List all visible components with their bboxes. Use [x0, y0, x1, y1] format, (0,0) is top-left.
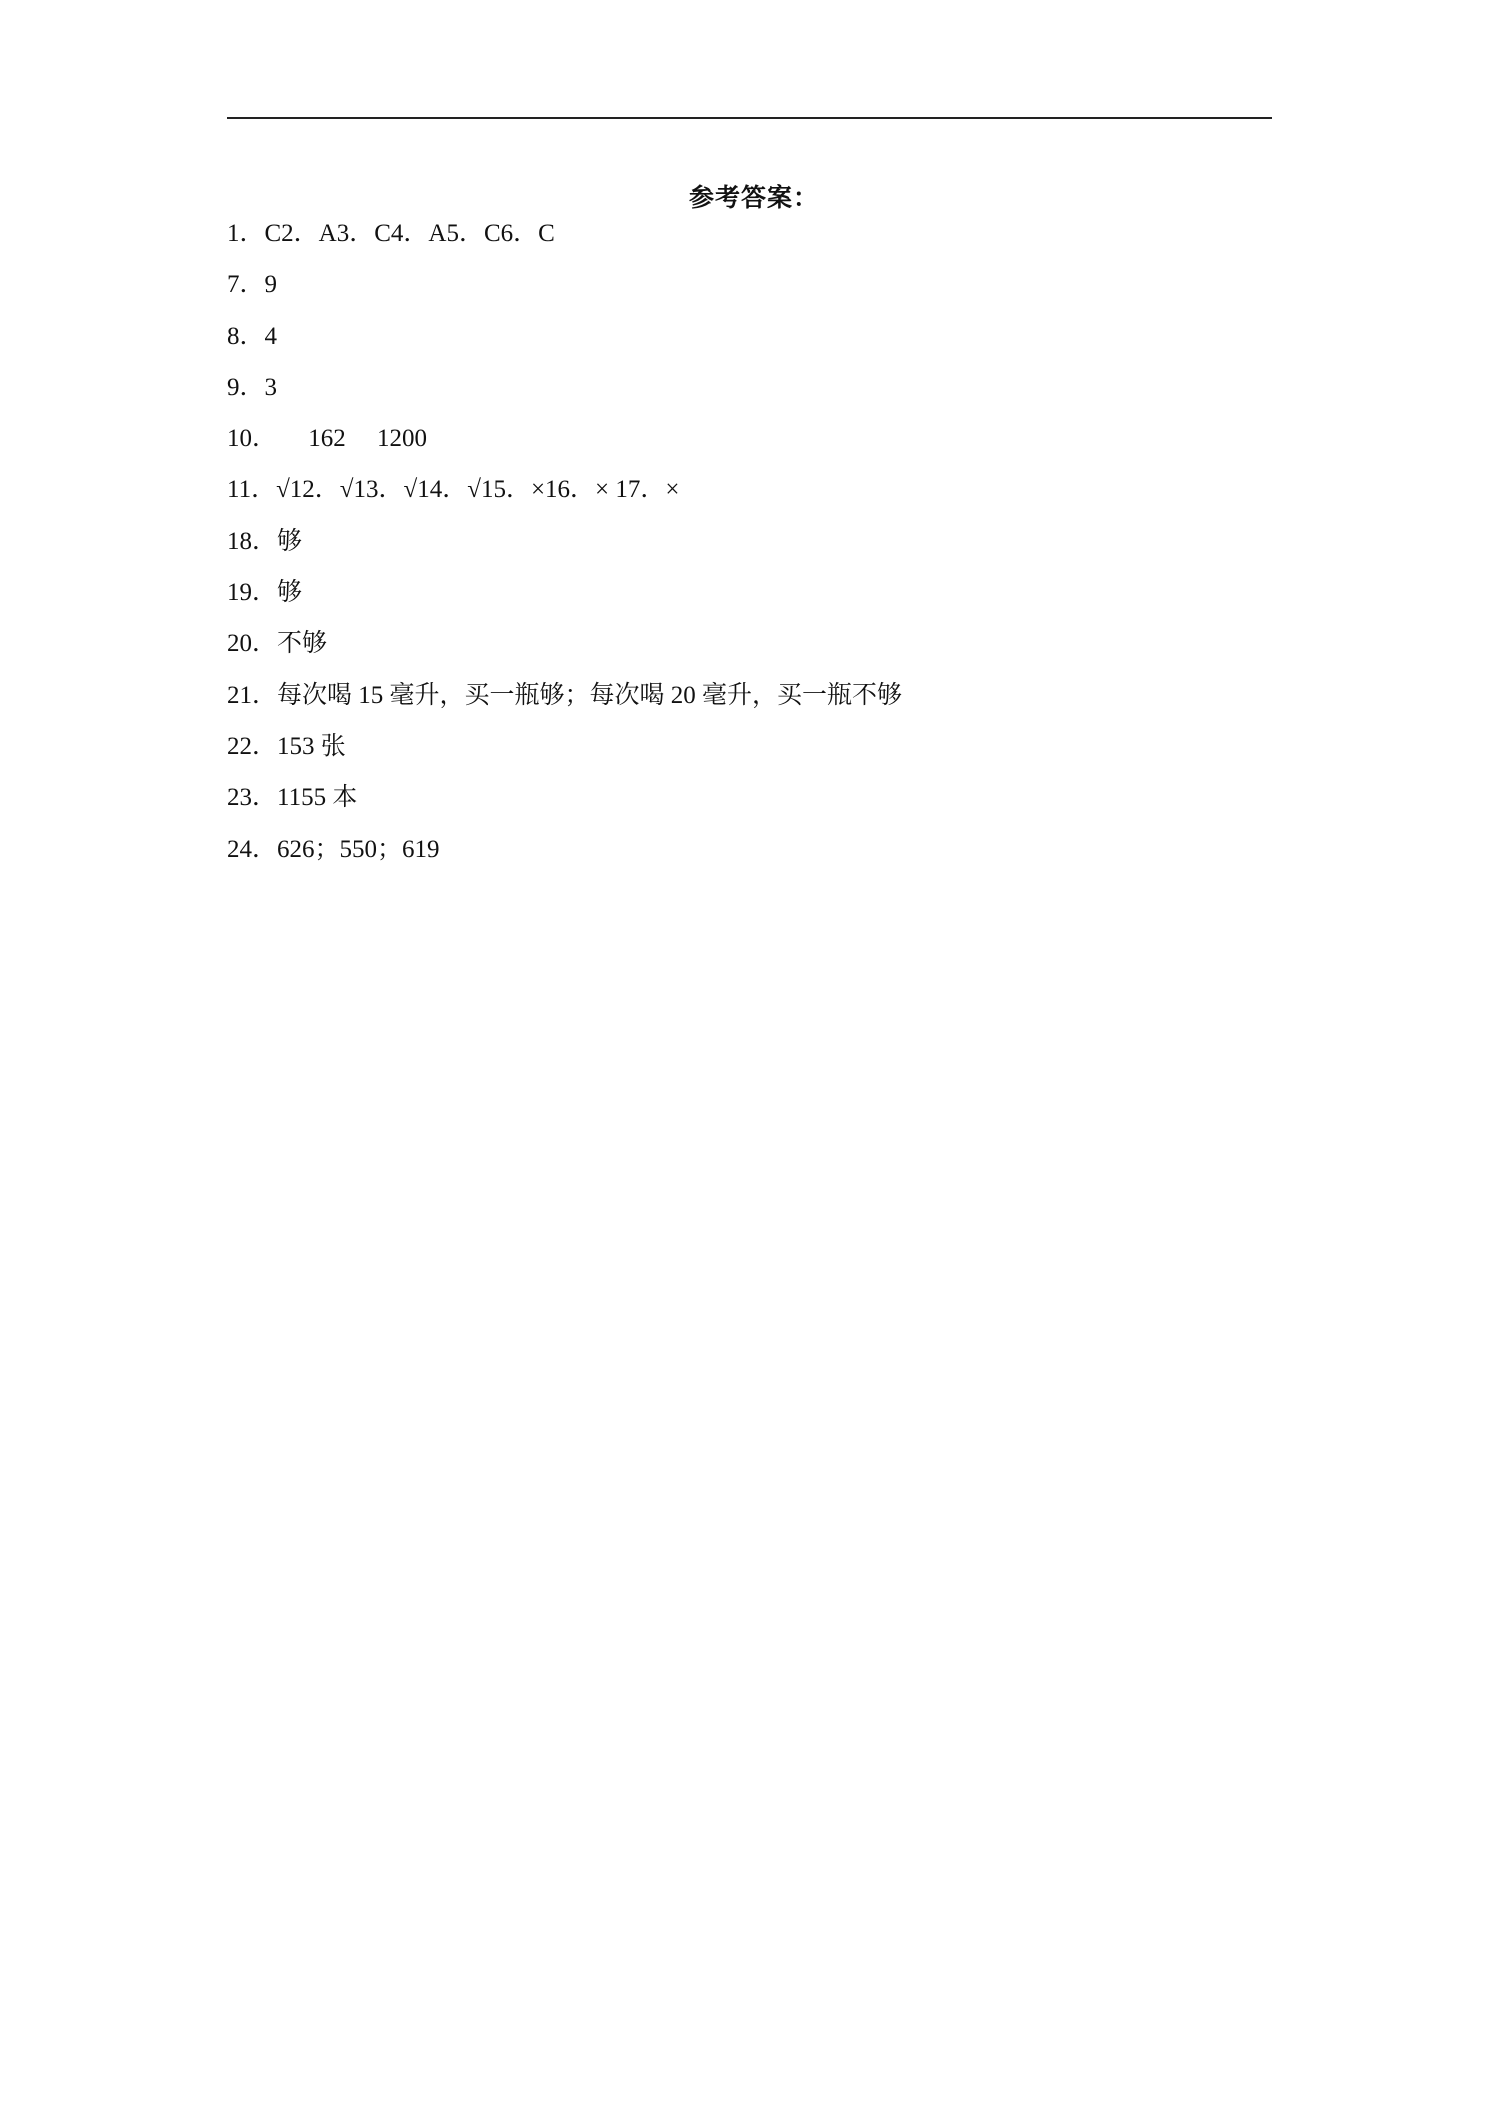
answer-line-20: 20．不够 [227, 630, 328, 658]
answer-line-1: 1．C2．A3．C4．A5．C6．C [227, 220, 555, 247]
answer-line-19: 19．够 [227, 579, 303, 607]
answer-line-7: 7．9 [227, 271, 278, 299]
answer-line-10: 10． 162 1200 [227, 425, 428, 453]
answer-line-11: 11．√12．√13．√14．√15．×16．× 17．× [227, 476, 680, 504]
answer-line-22: 22．153 张 [227, 732, 346, 760]
answer-line-9: 9．3 [227, 373, 278, 401]
answer-line-24: 24．626；550；619 [227, 835, 440, 863]
answer-list [227, 214, 1272, 881]
answer-line-8: 8．4 [227, 322, 278, 350]
answer-line-23: 23．1155 本 [227, 784, 358, 812]
header-rule [227, 117, 1272, 119]
page-title: 参考答案： [688, 185, 819, 212]
answer-line-18: 18．够 [227, 527, 303, 555]
answer-line-21: 21．每次喝 15 毫升，买一瓶够；每次喝 20 毫升，买一瓶不够 [227, 681, 903, 709]
